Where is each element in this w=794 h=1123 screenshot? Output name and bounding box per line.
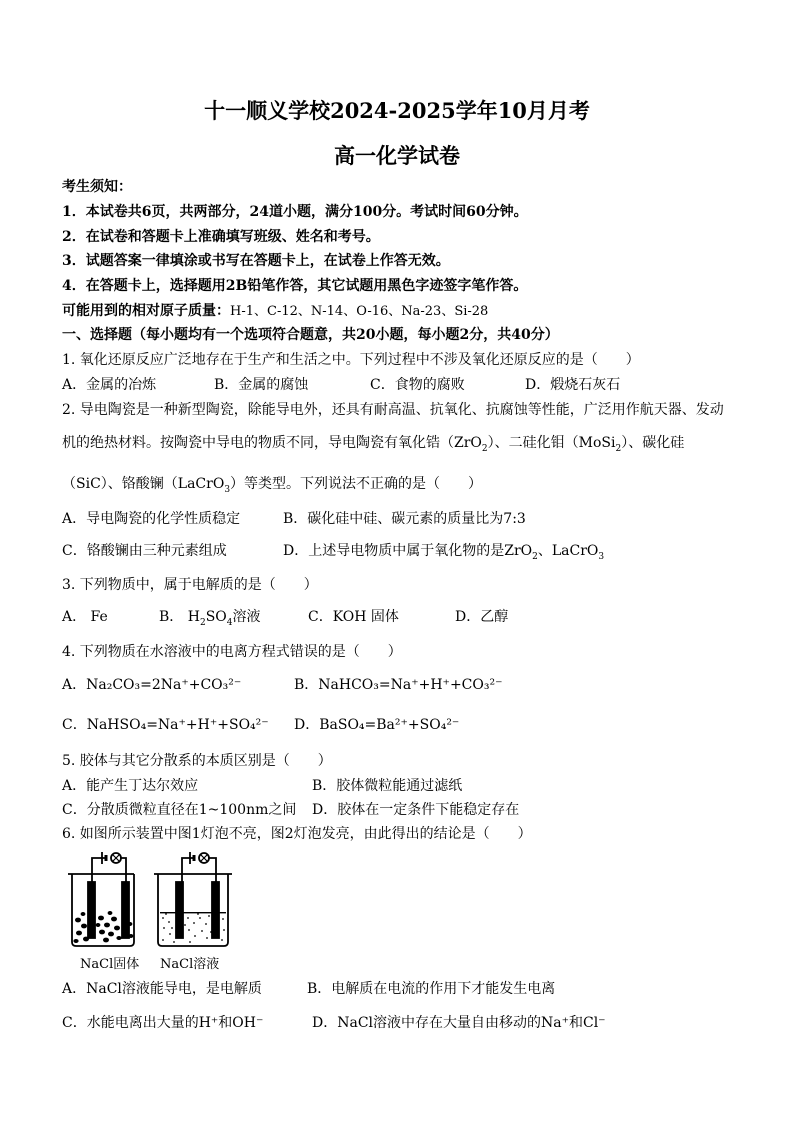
q2-text: ）、二硅化钼（MoSi [487,435,616,451]
q2-d-text: 、LaCrO [537,543,599,559]
q6-option-a: A．NaCl溶液能导电，是电解质 [62,981,262,997]
q2-stem-line-2 [62,432,684,454]
subscript: 3 [598,551,605,562]
q3-option-a: A． Fe [62,609,108,625]
figure-2-beaker [154,852,232,946]
figure-2-caption: NaCl溶液 [160,957,220,972]
subscript: 2 [481,443,488,454]
q6-stem: 6. 如图所示装置中图1灯泡不亮，图2灯泡发亮，由此得出的结论是（ ） [62,826,532,842]
subscript: 2 [615,443,622,454]
subscript: 2 [199,617,206,628]
notice-item-3: 3．试题答案一律填涂或书写在答题卡上，在试卷上作答无效。 [62,253,450,269]
q4-option-a: A．Na₂CO₃=2Na⁺+CO₃²⁻ [62,677,242,693]
q5-option-d: D．胶体在一定条件下能稳定存在 [312,802,520,818]
atomic-mass-values: H-1、C-12、N-14、O-16、Na-23、Si-28 [230,304,489,319]
subscript: 2 [532,551,538,562]
q4-stem: 4. 下列物质在水溶液中的电离方程式错误的是（ ） [62,644,402,660]
notice-heading: 考生须知： [62,179,132,195]
notice-item-2: 2．在试卷和答题卡上准确填写班级、姓名和考号。 [62,229,380,245]
q3-option-c: C．KOH 固体 [308,609,399,625]
q3-option-b: B． $H_2SO_4$溶液 [159,609,261,628]
q6-option-c: C．水能电离出大量的H⁺和OH⁻ [62,1015,264,1031]
section-1-heading: 一、选择题（每小题均有一个选项符合题意，共20小题，每小题2分，共40分） [62,327,559,343]
q3-b-text: B． H [159,609,200,625]
conductivity-apparatus-figure [64,846,244,951]
q2-option-c: C．铬酸镧由三种元素组成 [62,543,227,559]
q4-option-d: D．BaSO₄=Ba²⁺+SO₄²⁻ [294,717,460,733]
q1-option-c: C．食物的腐败 [370,377,465,393]
q2-option-d [283,540,604,562]
q3-stem: 3. 下列物质中，属于电解质的是（ ） [62,577,318,593]
q2-text: ）等类型。下列说法不正确的是（ ） [230,476,483,492]
q2-text: （SiC）、铬酸镧（LaCrO [62,476,225,492]
q2-text: ）、碳化硅 [621,435,685,451]
notice-item-1: 1．本试卷共6页，共两部分，24道小题，满分100分。考试时间60分钟。 [62,204,528,220]
atomic-mass-label: 可能用到的相对原子质量： [62,303,230,319]
q1-option-a: A．金属的冶炼 [62,377,157,393]
q1-option-d: D．煅烧石灰石 [525,377,621,393]
q5-option-a: A．能产生丁达尔效应 [62,778,199,794]
q4-option-b: B．NaHCO₃=Na⁺+H⁺+CO₃²⁻ [294,677,503,693]
q2-d-text: D．上述导电物质中属于氧化物的是ZrO [283,543,533,559]
q2-option-a: A．导电陶瓷的化学性质稳定 [62,511,241,527]
exam-title: 十一顺义学校2024-2025学年10月月考 [204,98,590,123]
q4-option-c: C．NaHSO₄=Na⁺+H⁺+SO₄²⁻ [62,717,269,733]
q2-stem-line-1: 2. 导电陶瓷是一种新型陶瓷，除能导电外，还具有耐高温、抗氧化、抗腐蚀等性能，广泛用作航天器、发动 [62,402,724,418]
q1-stem: 1. 氧化还原反应广泛地存在于生产和生活之中。下列过程中不涉及氧化还原反应的是（ ） [62,352,640,368]
q2-text: 机的绝热材料。按陶瓷中导电的物质不同，导电陶瓷有氧化锆（ZrO [62,435,482,451]
exam-subtitle: 高一化学试卷 [334,143,460,168]
subscript: 3 [224,484,231,495]
q3-b-text: 溶液 [232,609,261,625]
q6-option-d: D．NaCl溶液中存在大量自由移动的Na⁺和Cl⁻ [312,1015,606,1031]
q3-option-d: D．乙醇 [455,609,509,625]
q6-option-b: B．电解质在电流的作用下才能发生电离 [307,981,556,997]
q1-option-b: B．金属的腐蚀 [214,377,309,393]
q5-option-c: C．分散质微粒直径在1~100nm之间 [62,802,297,818]
q5-stem: 5. 胶体与其它分散系的本质区别是（ ） [62,753,332,769]
figure-1-caption: NaCl固体 [80,957,140,972]
notice-item-4: 4．在答题卡上，选择题用2B铅笔作答，其它试题用黑色字迹签字笔作答。 [62,278,528,294]
q2-stem-line-3 [62,473,482,495]
atomic-mass-line [62,300,488,320]
q3-b-text: SO [205,609,227,625]
q5-option-b: B．胶体微粒能通过滤纸 [312,778,463,794]
q2-option-b: B．碳化硅中硅、碳元素的质量比为7:3 [283,511,526,527]
